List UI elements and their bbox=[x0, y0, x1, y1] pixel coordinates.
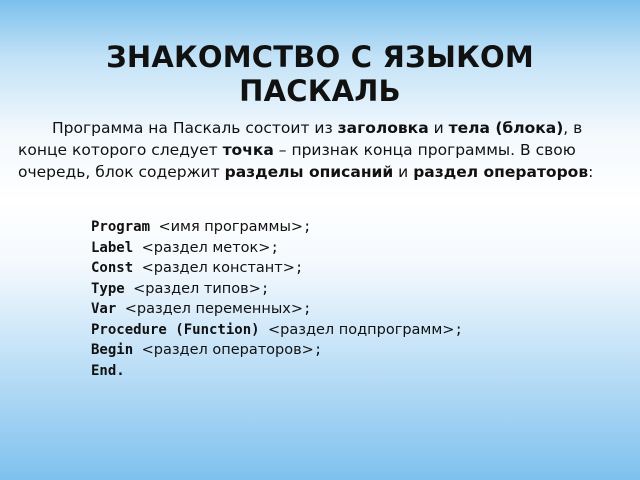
intro-bold-dot: точка bbox=[222, 141, 274, 159]
code-line-const bbox=[91, 258, 611, 279]
code-terminator: ; bbox=[270, 239, 279, 256]
code-terminator: ; bbox=[454, 321, 463, 338]
code-keyword: End. bbox=[91, 362, 125, 379]
code-terminator: ; bbox=[294, 260, 304, 276]
code-terminator: ; bbox=[303, 301, 312, 317]
code-line-begin bbox=[91, 340, 611, 361]
code-keyword: Const bbox=[91, 260, 134, 276]
code-keyword: Label bbox=[91, 239, 134, 256]
code-argument: <раздел констант> bbox=[141, 260, 295, 276]
code-argument: <раздел типов> bbox=[133, 280, 261, 297]
intro-text-1: Программа на Паскаль состоит из bbox=[52, 119, 338, 137]
code-argument: <раздел переменных> bbox=[124, 301, 304, 317]
intro-text-4: – признак конца программы. В свою очередь, блок содержит bbox=[18, 141, 576, 181]
intro-text-6: : bbox=[588, 163, 594, 181]
code-keyword: Var bbox=[91, 301, 117, 317]
code-line-end bbox=[91, 361, 611, 382]
code-line-type bbox=[91, 279, 611, 300]
code-argument: <раздел меток> bbox=[141, 239, 271, 256]
intro-paragraph bbox=[18, 117, 624, 183]
code-argument: <раздел подпрограмм> bbox=[268, 321, 455, 338]
code-keyword: Begin bbox=[91, 342, 134, 358]
code-argument: <раздел операторов> bbox=[141, 342, 314, 358]
title-line-1: ЗНАКОМСТВО С ЯЗЫКОМ bbox=[106, 40, 534, 74]
code-keyword: Type bbox=[91, 280, 125, 297]
intro-text-2: и bbox=[428, 119, 449, 137]
intro-text-3: , в конце которого следует bbox=[18, 119, 583, 159]
code-terminator: ; bbox=[260, 280, 270, 297]
code-keyword: Procedure (Function) bbox=[91, 321, 260, 338]
intro-bold-body: тела (блока) bbox=[448, 119, 564, 137]
title-line-2: ПАСКАЛЬ bbox=[239, 74, 401, 108]
code-terminator: ; bbox=[313, 342, 323, 358]
intro-bold-header: заголовка bbox=[337, 119, 429, 137]
code-block bbox=[91, 217, 611, 381]
code-line-var bbox=[91, 299, 611, 320]
intro-bold-statements: раздел операторов bbox=[413, 163, 589, 181]
slide-title bbox=[0, 40, 640, 108]
code-line-program bbox=[91, 217, 611, 238]
code-line-procedure bbox=[91, 320, 611, 341]
code-keyword: Program bbox=[91, 219, 151, 235]
code-line-label bbox=[91, 238, 611, 259]
code-terminator: ; bbox=[303, 219, 312, 235]
code-argument: <имя программы> bbox=[158, 219, 304, 235]
intro-text-5: и bbox=[393, 163, 414, 181]
intro-bold-declarations: разделы описаний bbox=[224, 163, 394, 181]
